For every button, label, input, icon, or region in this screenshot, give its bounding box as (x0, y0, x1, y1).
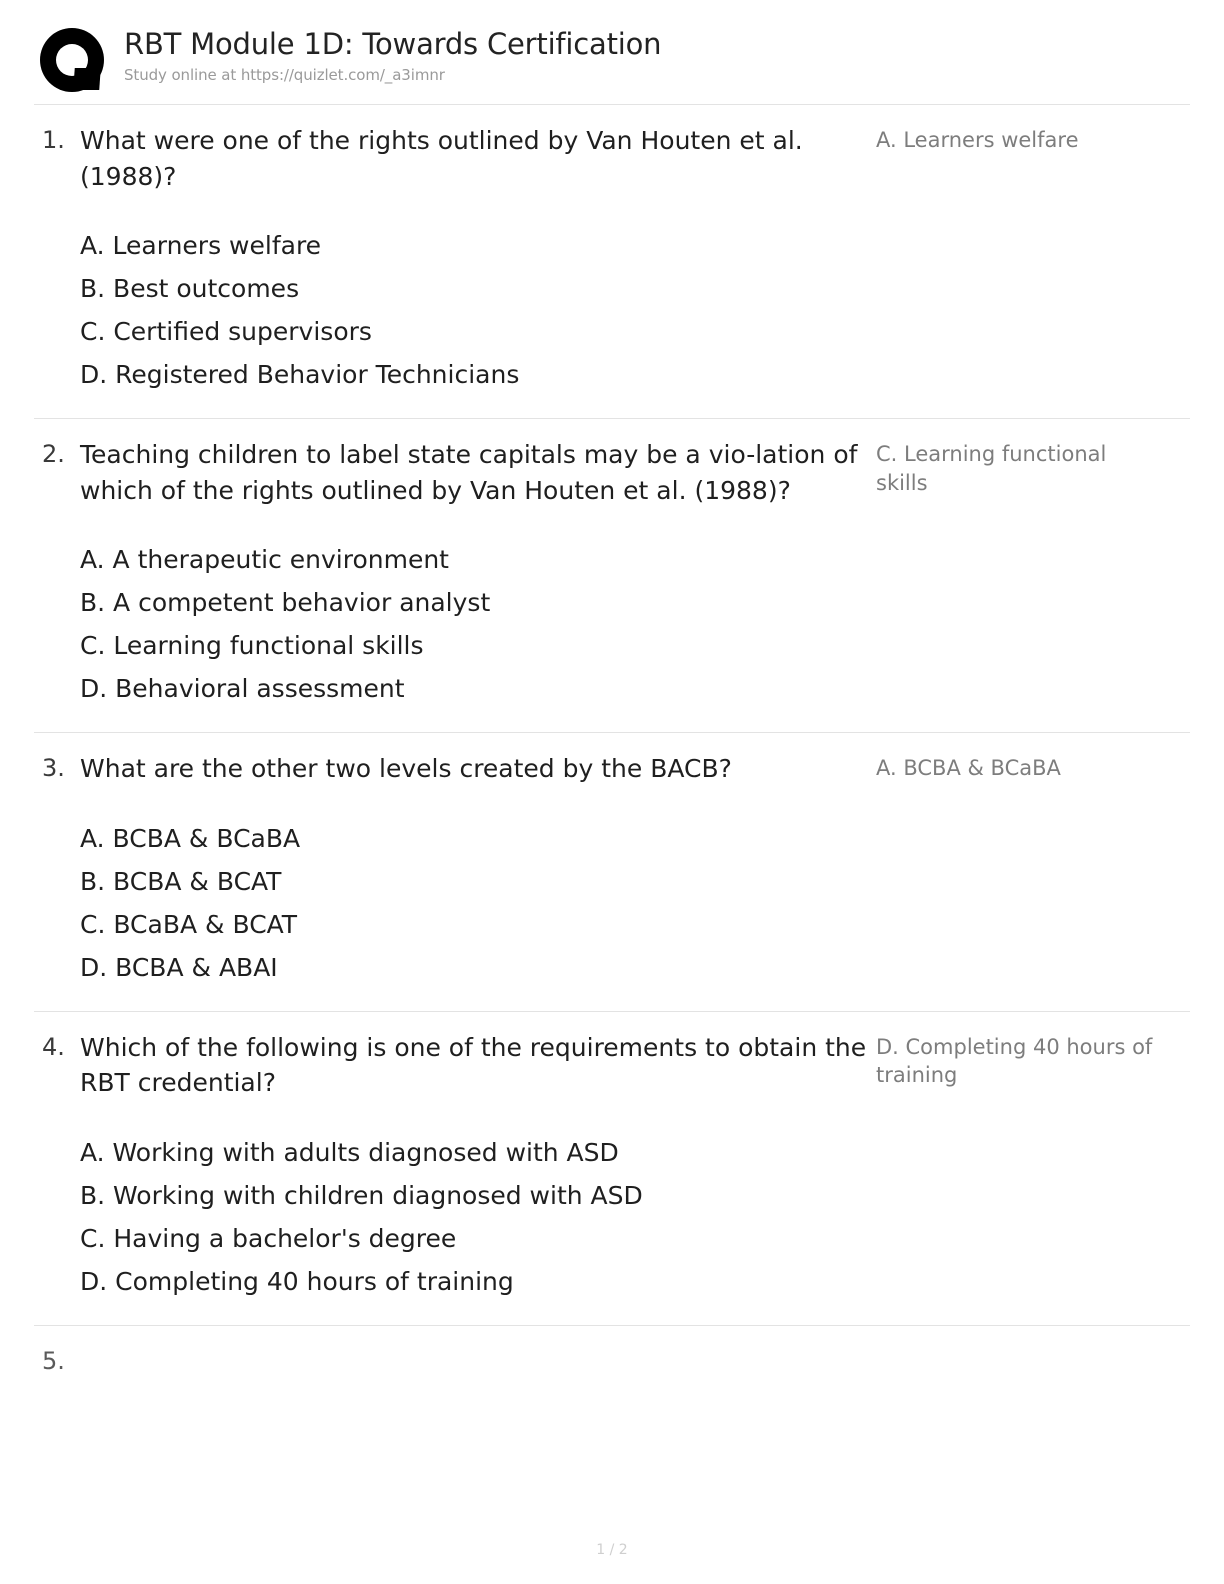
question-number: 3. (42, 754, 65, 782)
list-item: C. Having a bachelor's degree (80, 1223, 457, 1253)
document-header (24, 0, 1200, 104)
question-row (24, 105, 1200, 418)
question-number: 1. (42, 126, 65, 154)
question-body (80, 437, 870, 710)
list-item: D. Registered Behavior Technicians (80, 360, 520, 389)
list-item: C. BCaBA & BCAT (80, 909, 298, 939)
question-text: Teaching children to label state capitals may be a vio-lation of which of the rights outlined by Van Houten et al. (1988)? (80, 440, 858, 505)
answer-text: A. Learners welfare (876, 128, 1079, 152)
list-item: A. BCBA & BCaBA (80, 823, 301, 853)
answer-text: C. Learning functional skills (876, 442, 1107, 495)
choice-list (80, 538, 870, 710)
list-item: B. A competent behavior analyst (80, 588, 491, 617)
list-item: D. Behavioral assessment (80, 674, 405, 703)
question-row (24, 419, 1200, 732)
question-text: Which of the following is one of the requirements to obtain the RBT credential? (80, 1032, 867, 1097)
question-number: 2. (42, 440, 65, 468)
list-item: D. BCBA & ABAI (80, 952, 278, 982)
list-item: A. A therapeutic environment (80, 545, 449, 574)
question-text: What were one of the rights outlined by Van Houten et al. (1988)? (80, 126, 803, 191)
question-row (24, 733, 1200, 1011)
quizlet-q-icon (34, 24, 112, 96)
question-row (24, 1012, 1200, 1325)
list-item: C. Certified supervisors (80, 317, 372, 346)
page-title: RBT Module 1D: Towards Certification (124, 27, 662, 61)
question-text: What are the other two levels created by the BACB? (80, 754, 732, 783)
list-item: A. Working with adults diagnosed with ASD (80, 1137, 619, 1167)
list-item: A. Learners welfare (80, 231, 322, 260)
header-text-block (112, 22, 661, 84)
list-item: B. Working with children diagnosed with ASD (80, 1180, 643, 1210)
choice-list (80, 224, 870, 396)
question-body (80, 123, 870, 396)
question-row (24, 1326, 1200, 1389)
question-number: 5. (42, 1346, 65, 1375)
answer-text (870, 1344, 1160, 1379)
question-body (80, 1344, 870, 1379)
study-link-subtitle: Study online at https://quizlet.com/_a3imnr (124, 66, 445, 85)
choice-list (80, 1131, 870, 1303)
choice-list (80, 817, 870, 989)
question-body (80, 1030, 870, 1303)
list-item: D. Completing 40 hours of training (80, 1266, 514, 1296)
list-item: B. Best outcomes (80, 274, 300, 303)
question-number: 4. (42, 1032, 65, 1061)
list-item: B. BCBA & BCAT (80, 866, 282, 896)
question-body (80, 751, 870, 989)
list-item: C. Learning functional skills (80, 631, 424, 660)
answer-text: A. BCBA & BCaBA (876, 756, 1061, 780)
answer-text: D. Completing 40 hours of training (876, 1034, 1153, 1088)
page-number: 1 / 2 (596, 1542, 628, 1558)
